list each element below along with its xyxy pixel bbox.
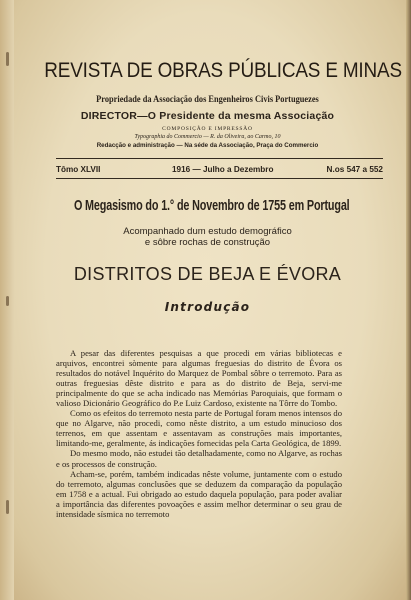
- binding-hole: [6, 500, 9, 514]
- section-title: DISTRITOS DE BEJA E ÉVORA: [73, 264, 342, 284]
- director-line: DIRECTOR—O Presidente da mesma Associação: [80, 110, 335, 122]
- journal-title: REVISTA DE OBRAS PÚBLICAS E MINAS: [44, 58, 402, 82]
- article-subtitle-2: e sôbre rochas de construção: [144, 237, 271, 248]
- binding-hole: [6, 296, 9, 306]
- ownership-line: Propriedade da Associação dos Engenheiros Civis Portuguezes: [96, 95, 319, 105]
- body-paragraph: A pesar das diferentes pesquisas a que procedi em várias bibliotecas e arquivos, encontrei sòmente para algumas freguesias do distrito de Évora os resultados do notável Inquérito do Marquez de Pombal sôbre o terremoto. Para as outras freguesias dêste distrito e para as do distrito de Beja, servi-me principalmente do que se acha indicado nas Memórias Paroquiais, que formam o valioso Dicionário Geográfico do P.e Luiz Cardoso, existente na Tôrre do Tombo.: [56, 348, 342, 409]
- article-subtitle-1: Acompanhado dum estudo demográfico: [123, 226, 292, 237]
- composition-line: COMPOSIÇÃO E IMPRESSÃO: [162, 126, 253, 132]
- page-edge: [406, 0, 411, 600]
- volume-label: Tômo XLVII: [56, 165, 101, 174]
- printer-line: Typographia do Commercio — R. da Oliveira, ao Carmo, 10: [134, 134, 281, 140]
- header-rule-bottom: [56, 178, 383, 179]
- article-title: O Megasismo do 1.° de Novembro de 1755 em Portugal: [73, 197, 350, 214]
- section-heading: Introdução: [164, 300, 251, 314]
- issue-numbers: N.os 547 a 552: [326, 165, 383, 174]
- body-paragraph: Como os efeitos do terremoto nesta parte de Portugal foram menos intensos do que no Algarve, não procedi, como nêste distrito, a um estudo minucioso dos terrenos, em que assentam e assentavam as construções mais importantes, limitando-me, geralmente, ás indicações fornecidas pela Carta Geológica, de 1899.: [56, 408, 342, 449]
- binding-hole: [6, 52, 9, 66]
- body-paragraph: Acham-se, porém, também indicadas nêste volume, juntamente com o estudo do terremoto, algumas conclusões que se deduzem da comparação da população em 1758 e a actual. Fui obrigado ao estudo daquela população, para poder avaliar a importância das diferentes povoações e assim melhor determinar o seu grau de intensidade sísmica no terremoto: [56, 468, 342, 519]
- article-body: [56, 348, 342, 519]
- body-paragraph: Do mesmo modo, não estudei tão detalhadamente, como no Algarve, as rochas e os processos de construção.: [56, 448, 342, 469]
- period-label: 1916 — Julho a Dezembro: [172, 165, 274, 174]
- header-rule-top: [56, 158, 383, 159]
- administration-line: Redacção e administração — Na séde da Associação, Praça do Commercio: [96, 142, 319, 149]
